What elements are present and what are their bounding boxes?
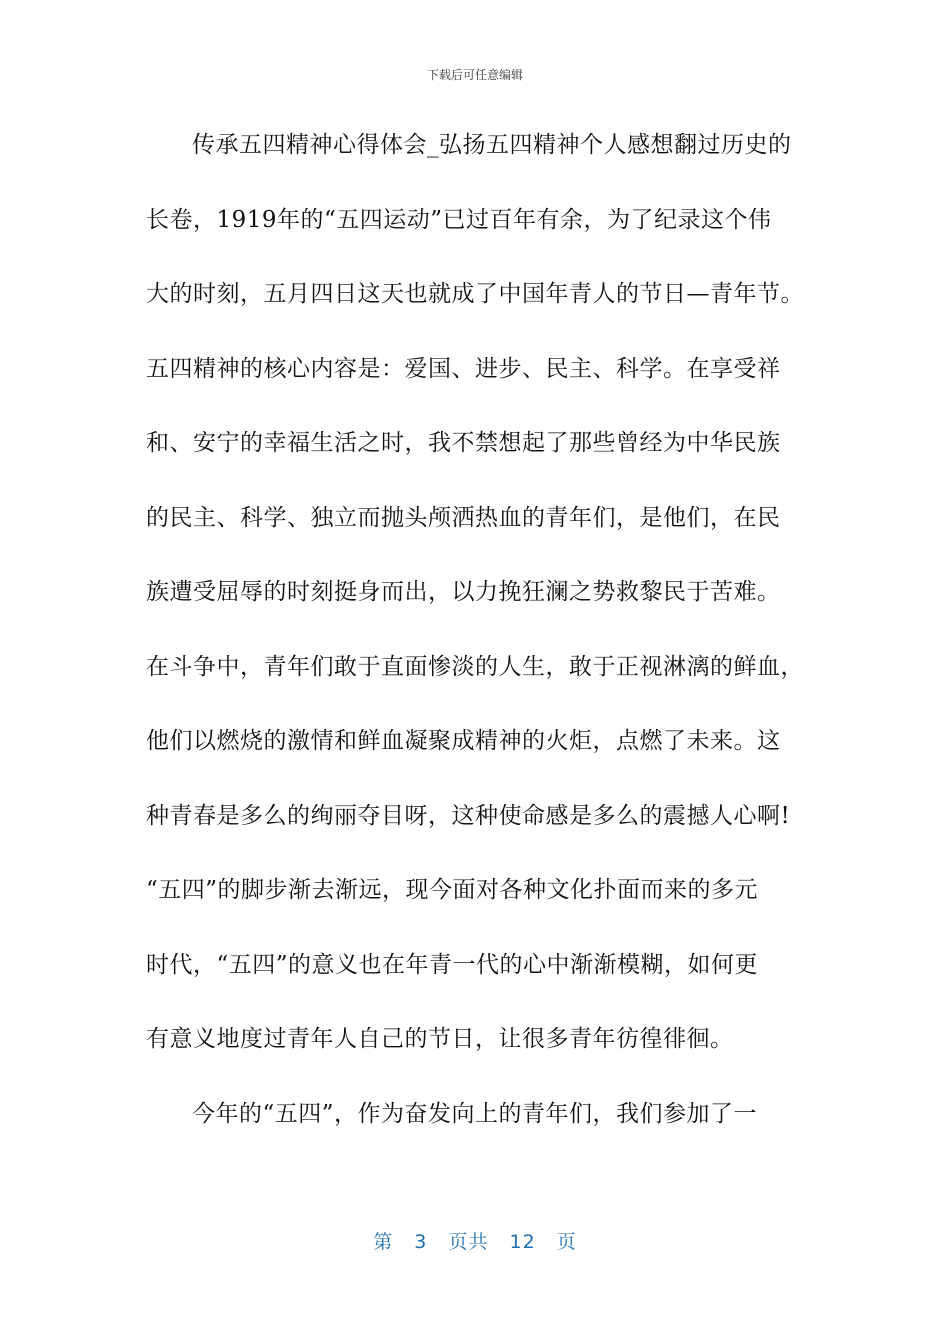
document-body <box>146 120 816 1163</box>
paragraph-line: 族遭受屈辱的时刻挺身而出，以力挽狂澜之势救黎民于苦难。 <box>146 579 781 605</box>
paragraph-line: 有意义地度过青年人自己的节日，让很多青年彷徨徘徊。 <box>146 1026 734 1052</box>
paragraph-line: 种青春是多么的绚丽夺目呀，这种使命感是多么的震撼人心啊! <box>146 802 791 829</box>
paragraph-line: 和、安宁的幸福生活之时，我不禁想起了那些曾经为中华民族 <box>146 430 781 456</box>
paragraph-line: 的民主、科学、独立而抛头颅洒热血的青年们，是他们，在民 <box>146 504 781 531</box>
paragraph-line: “五四”的脚步渐去渐远，现今面对各种文化扑面而来的多元 <box>146 877 759 903</box>
paragraph-line: 传承五四精神心得体会_弘扬五四精神个人感想翻过历史的 <box>192 132 792 158</box>
footer-total-pages: 12 <box>509 1231 536 1253</box>
paragraph-line: 五四精神的核心内容是：爱国、进步、民主、科学。在享受祥 <box>146 355 781 382</box>
paragraph-line: 大的时刻，五月四日这天也就成了中国年青人的节日—青年节。 <box>146 281 804 307</box>
footer-middle: 页共 <box>448 1231 489 1253</box>
paragraph-line: 时代，“五四”的意义也在年青一代的心中渐渐模糊，如何更 <box>146 951 759 978</box>
footer-suffix: 页 <box>556 1231 577 1253</box>
footer-current-page: 3 <box>414 1231 428 1253</box>
paragraph-line: 今年的“五四”，作为奋发向上的青年们，我们参加了一 <box>192 1100 758 1127</box>
paragraph-line: 他们以燃烧的激情和鲜血凝聚成精神的火炬，点燃了未来。这 <box>146 728 781 754</box>
page-footer <box>0 1227 950 1254</box>
header-note: 下载后可任意编辑 <box>426 68 523 82</box>
footer-prefix: 第 <box>373 1231 394 1253</box>
paragraph-line: 长卷，1919年的“五四运动”已过百年有余，为了纪录这个伟 <box>146 206 772 233</box>
paragraph-line: 在斗争中，青年们敢于直面惨淡的人生，敢于正视淋漓的鲜血， <box>146 653 804 680</box>
